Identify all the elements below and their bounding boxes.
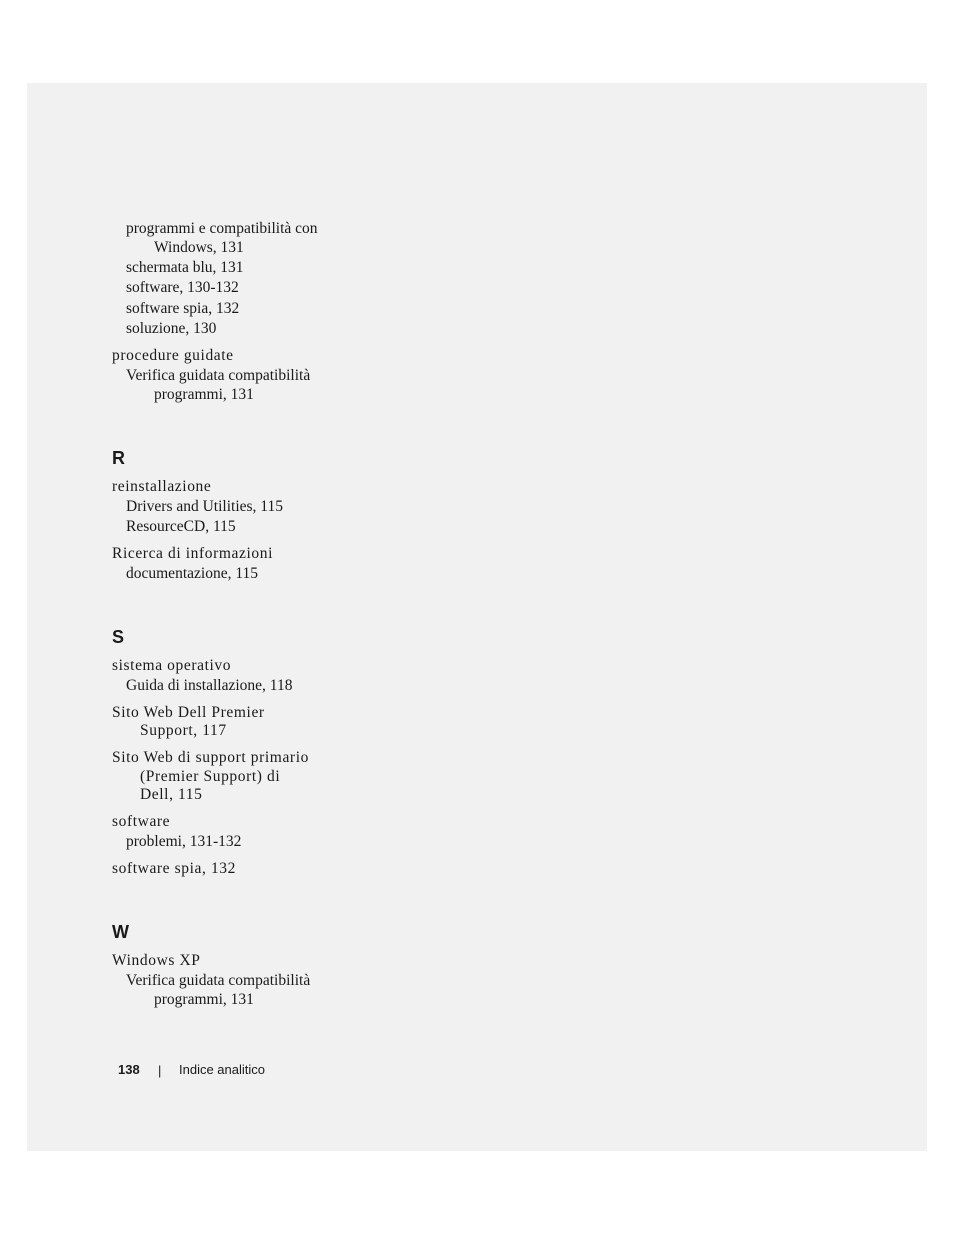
section-letter-s: S [112,627,125,647]
index-entry: reinstallazione [112,478,212,495]
index-subentry: Guida di installazione, 118 [126,677,293,694]
index-entry: Sito Web Dell Premier [112,704,265,721]
footer-section-title: Indice analitico [179,1062,265,1077]
page-number: 138 [118,1062,140,1077]
index-entry: software [112,813,171,830]
footer-separator: | [158,1063,162,1078]
index-subentry: ResourceCD, 115 [126,518,236,535]
index-subentry: Verifica guidata compatibilità [126,972,311,989]
index-subentry-continuation: programmi, 131 [154,991,254,1008]
index-subentry: schermata blu, 131 [126,259,244,276]
index-subentry: software, 130-132 [126,279,239,296]
index-entry: software spia, 132 [112,860,237,877]
index-entry: Ricerca di informazioni [112,545,273,562]
index-subentry: soluzione, 130 [126,320,217,337]
index-entry-continuation: Support, 117 [140,722,227,739]
index-entry-continuation: (Premier Support) di [140,768,281,785]
index-subentry: problemi, 131-132 [126,833,242,850]
index-subentry-continuation: Windows, 131 [154,239,244,256]
index-subentry: Verifica guidata compatibilità [126,367,311,384]
index-entry: Windows XP [112,952,201,969]
index-entry-continuation: Dell, 115 [140,786,203,803]
index-subentry: Drivers and Utilities, 115 [126,498,283,515]
index-subentry: programmi e compatibilità con [126,220,318,237]
section-letter-r: R [112,448,125,468]
index-entry: sistema operativo [112,657,232,674]
index-subentry: software spia, 132 [126,300,240,317]
index-subentry: documentazione, 115 [126,565,258,582]
index-entry: Sito Web di support primario [112,749,309,766]
index-subentry-continuation: programmi, 131 [154,386,254,403]
index-entry: procedure guidate [112,347,234,364]
section-letter-w: W [112,922,129,942]
